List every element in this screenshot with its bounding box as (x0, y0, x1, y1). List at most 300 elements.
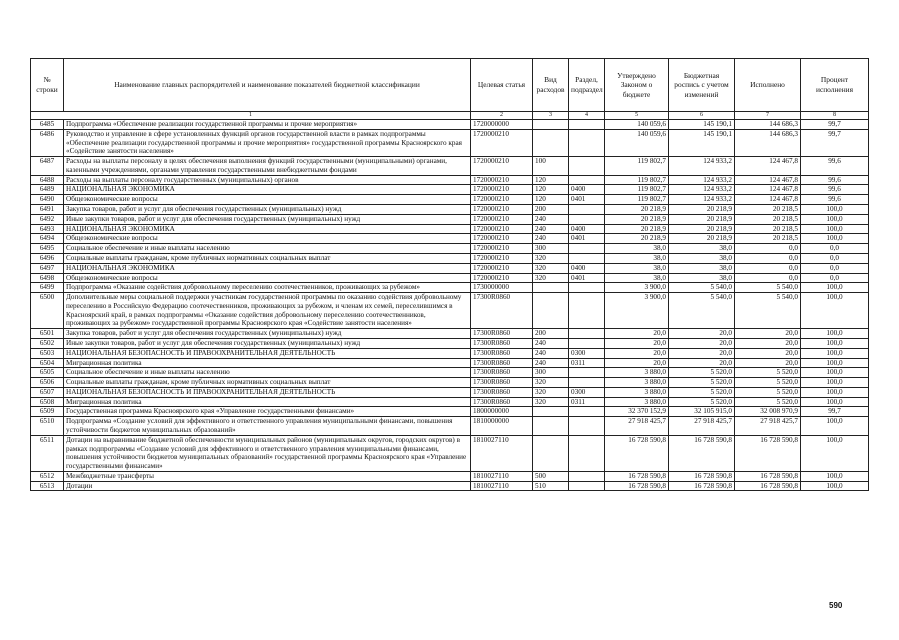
row-budget-list: 20,0 (669, 329, 735, 339)
row-budget-list: 38,0 (669, 244, 735, 254)
row-number: 6493 (31, 224, 64, 234)
row-number: 6496 (31, 253, 64, 263)
row-executed: 16 728 590,8 (735, 481, 801, 491)
row-number: 6497 (31, 263, 64, 273)
row-approved: 32 370 152,9 (605, 407, 669, 417)
row-section: 0401 (569, 195, 605, 205)
row-expense-type: 510 (533, 481, 569, 491)
row-percent: 99,7 (801, 120, 869, 130)
table-row (31, 348, 869, 358)
budget-table (30, 58, 869, 491)
row-approved: 38,0 (605, 244, 669, 254)
row-percent: 99,6 (801, 185, 869, 195)
row-approved: 16 728 590,8 (605, 471, 669, 481)
row-budget-list: 145 190,1 (669, 120, 735, 130)
row-expense-type: 200 (533, 205, 569, 215)
row-name: Руководство и управление в сфере установленных функций органов государственной власти в рамках подпрограммы «Обеспечение реализации государственной программы и прочие мероприятия» государственной программы Красноярского края «Содействие занятости населения» (64, 129, 471, 156)
row-name: Общеэкономические вопросы (64, 273, 471, 283)
row-budget-list: 38,0 (669, 273, 735, 283)
row-percent: 100,0 (801, 397, 869, 407)
row-target: 1800000000 (471, 407, 533, 417)
table-header-row (31, 59, 869, 112)
row-section (569, 481, 605, 491)
page-number: 590 (829, 601, 843, 610)
table-row (31, 435, 869, 471)
row-expense-type: 240 (533, 214, 569, 224)
row-budget-list: 5 520,0 (669, 368, 735, 378)
row-section (569, 417, 605, 436)
row-target: 1720000210 (471, 263, 533, 273)
row-number: 6511 (31, 435, 64, 471)
row-section (569, 338, 605, 348)
table-row (31, 185, 869, 195)
header-budget-list: Бюджетная роспись с учетом изменений (669, 59, 735, 112)
row-number: 6489 (31, 185, 64, 195)
table-row (31, 329, 869, 339)
header-target: Целевая статья (471, 59, 533, 112)
row-executed: 5 520,0 (735, 397, 801, 407)
table-body (31, 120, 869, 491)
row-executed: 20 218,5 (735, 205, 801, 215)
row-executed: 32 008 970,9 (735, 407, 801, 417)
row-number: 6501 (31, 329, 64, 339)
row-target: 1720000210 (471, 175, 533, 185)
row-budget-list: 20 218,9 (669, 205, 735, 215)
row-approved: 38,0 (605, 273, 669, 283)
row-percent: 0,0 (801, 273, 869, 283)
row-expense-type (533, 417, 569, 436)
header-section: Раздел, подраздел (569, 59, 605, 112)
row-approved: 20 218,9 (605, 205, 669, 215)
row-percent: 100,0 (801, 214, 869, 224)
row-approved: 16 728 590,8 (605, 481, 669, 491)
row-approved: 20 218,9 (605, 214, 669, 224)
row-expense-type: 320 (533, 253, 569, 263)
row-target: 17300R0860 (471, 387, 533, 397)
row-budget-list: 20 218,9 (669, 234, 735, 244)
row-percent: 100,0 (801, 368, 869, 378)
row-section: 0300 (569, 387, 605, 397)
row-budget-list: 38,0 (669, 253, 735, 263)
row-target: 1720000210 (471, 157, 533, 176)
row-percent: 100,0 (801, 234, 869, 244)
row-executed: 20,0 (735, 329, 801, 339)
column-number: 4 (569, 112, 605, 120)
row-approved: 119 802,7 (605, 185, 669, 195)
row-budget-list: 124 933,2 (669, 195, 735, 205)
row-section: 0401 (569, 234, 605, 244)
row-target: 1810000000 (471, 417, 533, 436)
row-percent: 0,0 (801, 253, 869, 263)
row-number: 6485 (31, 120, 64, 130)
table-row (31, 244, 869, 254)
row-budget-list: 27 918 425,7 (669, 417, 735, 436)
row-executed: 124 467,8 (735, 185, 801, 195)
row-approved: 140 059,6 (605, 120, 669, 130)
row-executed: 5 520,0 (735, 387, 801, 397)
table-row (31, 397, 869, 407)
row-approved: 38,0 (605, 253, 669, 263)
table-row (31, 338, 869, 348)
row-target: 1720000210 (471, 224, 533, 234)
row-percent: 99,6 (801, 175, 869, 185)
row-name: Общеэкономические вопросы (64, 195, 471, 205)
row-name: Подпрограмма «Создание условий для эффективного и ответственного управления муниципальными финансами, повышения устойчивости бюджетов муниципальных образований» (64, 417, 471, 436)
row-approved: 38,0 (605, 263, 669, 273)
row-name: Социальное обеспечение и иные выплаты населению (64, 244, 471, 254)
row-name: Закупка товаров, работ и услуг для обеспечения государственных (муниципальных) нужд (64, 205, 471, 215)
table-row (31, 387, 869, 397)
column-numbers-row (31, 112, 869, 120)
row-name: Расходы на выплаты персоналу в целях обеспечения выполнения функций государственными (муниципальными) органами, казенными учреждениями, органами управления государственными внебюджетными фондами (64, 157, 471, 176)
row-expense-type (533, 283, 569, 293)
row-section (569, 175, 605, 185)
row-percent: 100,0 (801, 348, 869, 358)
row-approved: 20,0 (605, 338, 669, 348)
row-number: 6508 (31, 397, 64, 407)
row-name: Миграционная политика (64, 397, 471, 407)
row-target: 1720000210 (471, 234, 533, 244)
row-target: 17300R0860 (471, 338, 533, 348)
row-number: 6512 (31, 471, 64, 481)
column-number: 8 (801, 112, 869, 120)
table-row (31, 175, 869, 185)
row-target: 17300R0860 (471, 293, 533, 329)
table-row (31, 358, 869, 368)
row-expense-type: 240 (533, 234, 569, 244)
row-expense-type: 320 (533, 273, 569, 283)
row-section: 0400 (569, 224, 605, 234)
row-target: 1810027110 (471, 435, 533, 471)
row-budget-list: 16 728 590,8 (669, 481, 735, 491)
row-budget-list: 5 540,0 (669, 293, 735, 329)
row-expense-type: 120 (533, 175, 569, 185)
row-expense-type (533, 435, 569, 471)
row-target: 17300R0860 (471, 368, 533, 378)
row-target: 1720000210 (471, 253, 533, 263)
row-executed: 144 686,3 (735, 120, 801, 130)
row-expense-type: 320 (533, 387, 569, 397)
row-target: 1720000000 (471, 120, 533, 130)
row-section (569, 129, 605, 156)
row-executed: 0,0 (735, 263, 801, 273)
row-expense-type: 120 (533, 185, 569, 195)
row-executed: 124 467,8 (735, 175, 801, 185)
column-number: 2 (471, 112, 533, 120)
row-budget-list: 16 728 590,8 (669, 471, 735, 481)
row-percent: 99,7 (801, 407, 869, 417)
row-expense-type: 320 (533, 378, 569, 388)
header-executed: Исполнено (735, 59, 801, 112)
row-target: 17300R0860 (471, 358, 533, 368)
row-number: 6507 (31, 387, 64, 397)
row-section (569, 407, 605, 417)
row-name: Социальное обеспечение и иные выплаты населению (64, 368, 471, 378)
row-executed: 5 540,0 (735, 293, 801, 329)
header-row-no: № строки (31, 59, 64, 112)
table-row (31, 378, 869, 388)
row-section (569, 253, 605, 263)
row-section: 0401 (569, 273, 605, 283)
row-budget-list: 20,0 (669, 338, 735, 348)
row-name: Дотации (64, 481, 471, 491)
row-budget-list: 20 218,9 (669, 214, 735, 224)
row-name: Расходы на выплаты персоналу государственных (муниципальных) органов (64, 175, 471, 185)
row-executed: 20 218,5 (735, 234, 801, 244)
row-section (569, 214, 605, 224)
row-target: 1720000210 (471, 205, 533, 215)
table-row (31, 224, 869, 234)
row-executed: 124 467,8 (735, 195, 801, 205)
row-name: Дополнительные меры социальной поддержки участникам государственной программы по оказанию содействия добровольному переселению в Российскую Федерацию соотечественников, проживающих за рубежом, и членам их семей, переселившимся в Красноярский край, в рамках подпрограммы «Оказание содействия добровольному переселению соотечественников, проживающих за рубежом» государственной программы Красноярского края «Содействие занятости населения» (64, 293, 471, 329)
row-approved: 27 918 425,7 (605, 417, 669, 436)
table-row (31, 253, 869, 263)
row-name: Социальные выплаты гражданам, кроме публичных нормативных социальных выплат (64, 253, 471, 263)
row-section (569, 244, 605, 254)
row-name: Миграционная политика (64, 358, 471, 368)
column-number: 1 (31, 112, 471, 120)
row-number: 6506 (31, 378, 64, 388)
row-number: 6502 (31, 338, 64, 348)
row-expense-type: 500 (533, 471, 569, 481)
row-approved: 3 880,0 (605, 397, 669, 407)
row-section (569, 471, 605, 481)
row-approved: 3 880,0 (605, 368, 669, 378)
table-row (31, 273, 869, 283)
row-expense-type: 320 (533, 263, 569, 273)
row-approved: 140 059,6 (605, 129, 669, 156)
row-approved: 3 880,0 (605, 378, 669, 388)
row-budget-list: 145 190,1 (669, 129, 735, 156)
row-percent: 100,0 (801, 387, 869, 397)
row-expense-type: 120 (533, 195, 569, 205)
row-name: Дотации на выравнивание бюджетной обеспеченности муниципальных районов (муниципальных округов, городских округов) в рамках подпрограммы «Создание условий для эффективного и ответственного управления муниципальными финансами, повышения устойчивости бюджетов муниципальных образований» государственной программы Красноярского края «Управление государственными финансами» (64, 435, 471, 471)
row-approved: 20,0 (605, 348, 669, 358)
row-expense-type: 240 (533, 224, 569, 234)
row-number: 6500 (31, 293, 64, 329)
row-section (569, 120, 605, 130)
row-expense-type: 100 (533, 157, 569, 176)
row-percent: 100,0 (801, 293, 869, 329)
row-number: 6505 (31, 368, 64, 378)
row-approved: 3 880,0 (605, 387, 669, 397)
row-percent: 100,0 (801, 481, 869, 491)
row-expense-type: 240 (533, 358, 569, 368)
row-number: 6499 (31, 283, 64, 293)
row-budget-list: 38,0 (669, 263, 735, 273)
row-number: 6494 (31, 234, 64, 244)
row-expense-type: 240 (533, 348, 569, 358)
row-percent: 0,0 (801, 244, 869, 254)
row-expense-type (533, 293, 569, 329)
row-executed: 0,0 (735, 273, 801, 283)
row-name: Иные закупки товаров, работ и услуг для обеспечения государственных (муниципальных) нужд (64, 338, 471, 348)
row-section (569, 378, 605, 388)
row-section (569, 205, 605, 215)
row-approved: 119 802,7 (605, 157, 669, 176)
row-target: 17300R0860 (471, 397, 533, 407)
row-approved: 20 218,9 (605, 234, 669, 244)
row-percent: 100,0 (801, 338, 869, 348)
table-row (31, 157, 869, 176)
header-expense-type: Вид расходов (533, 59, 569, 112)
row-number: 6509 (31, 407, 64, 417)
row-target: 1720000210 (471, 129, 533, 156)
row-percent: 100,0 (801, 224, 869, 234)
row-section: 0311 (569, 358, 605, 368)
row-expense-type: 300 (533, 368, 569, 378)
row-target: 1720000210 (471, 273, 533, 283)
row-budget-list: 124 933,2 (669, 175, 735, 185)
row-number: 6495 (31, 244, 64, 254)
header-name: Наименование главных распорядителей и наименование показателей бюджетной классификации (64, 59, 471, 112)
row-name: НАЦИОНАЛЬНАЯ БЕЗОПАСНОСТЬ И ПРАВООХРАНИТЕЛЬНАЯ ДЕЯТЕЛЬНОСТЬ (64, 387, 471, 397)
row-executed: 0,0 (735, 253, 801, 263)
row-executed: 27 918 425,7 (735, 417, 801, 436)
row-budget-list: 124 933,2 (669, 185, 735, 195)
column-number: 7 (735, 112, 801, 120)
row-percent: 99,7 (801, 129, 869, 156)
table-row (31, 234, 869, 244)
row-target: 1730000000 (471, 283, 533, 293)
row-budget-list: 5 520,0 (669, 378, 735, 388)
row-target: 1810027110 (471, 481, 533, 491)
row-executed: 20,0 (735, 338, 801, 348)
row-number: 6487 (31, 157, 64, 176)
row-name: Общеэкономические вопросы (64, 234, 471, 244)
row-name: НАЦИОНАЛЬНАЯ ЭКОНОМИКА (64, 185, 471, 195)
row-number: 6491 (31, 205, 64, 215)
row-executed: 124 467,8 (735, 157, 801, 176)
row-percent: 100,0 (801, 435, 869, 471)
row-executed: 20 218,5 (735, 214, 801, 224)
table-row (31, 120, 869, 130)
row-executed: 5 540,0 (735, 283, 801, 293)
row-name: Иные закупки товаров, работ и услуг для обеспечения государственных (муниципальных) нужд (64, 214, 471, 224)
row-executed: 144 686,3 (735, 129, 801, 156)
row-percent: 100,0 (801, 283, 869, 293)
table-row (31, 293, 869, 329)
row-percent: 99,6 (801, 195, 869, 205)
row-name: Социальные выплаты гражданам, кроме публичных нормативных социальных выплат (64, 378, 471, 388)
row-target: 1720000210 (471, 195, 533, 205)
row-approved: 3 900,0 (605, 293, 669, 329)
row-section: 0400 (569, 263, 605, 273)
row-number: 6488 (31, 175, 64, 185)
row-target: 17300R0860 (471, 348, 533, 358)
row-executed: 16 728 590,8 (735, 471, 801, 481)
row-number: 6486 (31, 129, 64, 156)
row-expense-type: 200 (533, 329, 569, 339)
row-section (569, 157, 605, 176)
table-row (31, 195, 869, 205)
row-name: Государственная программа Красноярского края «Управление государственными финансами» (64, 407, 471, 417)
table-row (31, 214, 869, 224)
row-expense-type: 320 (533, 397, 569, 407)
row-executed: 5 520,0 (735, 378, 801, 388)
row-approved: 119 802,7 (605, 175, 669, 185)
header-percent: Процент исполнения (801, 59, 869, 112)
row-target: 17300R0860 (471, 378, 533, 388)
row-target: 1810027110 (471, 471, 533, 481)
row-number: 6492 (31, 214, 64, 224)
column-number: 5 (605, 112, 669, 120)
row-section (569, 283, 605, 293)
row-approved: 20,0 (605, 358, 669, 368)
row-approved: 119 802,7 (605, 195, 669, 205)
row-executed: 0,0 (735, 244, 801, 254)
row-expense-type (533, 120, 569, 130)
row-target: 1720000210 (471, 185, 533, 195)
row-section (569, 293, 605, 329)
table-row (31, 481, 869, 491)
row-approved: 3 900,0 (605, 283, 669, 293)
table-row (31, 417, 869, 436)
row-percent: 99,6 (801, 157, 869, 176)
row-number: 6490 (31, 195, 64, 205)
row-executed: 16 728 590,8 (735, 435, 801, 471)
row-budget-list: 20 218,9 (669, 224, 735, 234)
row-executed: 5 520,0 (735, 368, 801, 378)
row-percent: 100,0 (801, 329, 869, 339)
row-name: Подпрограмма «Оказание содействия добровольному переселению соотечественников, проживающих за рубежом» (64, 283, 471, 293)
row-budget-list: 20,0 (669, 358, 735, 368)
row-name: НАЦИОНАЛЬНАЯ БЕЗОПАСНОСТЬ И ПРАВООХРАНИТЕЛЬНАЯ ДЕЯТЕЛЬНОСТЬ (64, 348, 471, 358)
row-expense-type: 240 (533, 338, 569, 348)
row-percent: 100,0 (801, 378, 869, 388)
row-section (569, 329, 605, 339)
row-approved: 20 218,9 (605, 224, 669, 234)
row-target: 1720000210 (471, 244, 533, 254)
table-row (31, 283, 869, 293)
row-budget-list: 5 520,0 (669, 387, 735, 397)
row-number: 6498 (31, 273, 64, 283)
row-budget-list: 32 105 915,0 (669, 407, 735, 417)
table-row (31, 205, 869, 215)
row-name: НАЦИОНАЛЬНАЯ ЭКОНОМИКА (64, 224, 471, 234)
row-number: 6513 (31, 481, 64, 491)
row-name: Закупка товаров, работ и услуг для обеспечения государственных (муниципальных) нужд (64, 329, 471, 339)
row-executed: 20,0 (735, 358, 801, 368)
row-target: 17300R0860 (471, 329, 533, 339)
table-row (31, 263, 869, 273)
table-row (31, 471, 869, 481)
row-name: НАЦИОНАЛЬНАЯ ЭКОНОМИКА (64, 263, 471, 273)
row-number: 6503 (31, 348, 64, 358)
row-percent: 0,0 (801, 263, 869, 273)
table-row (31, 407, 869, 417)
row-name: Межбюджетные трансферты (64, 471, 471, 481)
table-row (31, 368, 869, 378)
row-budget-list: 124 933,2 (669, 157, 735, 176)
row-section: 0300 (569, 348, 605, 358)
row-expense-type (533, 407, 569, 417)
row-section: 0311 (569, 397, 605, 407)
row-percent: 100,0 (801, 471, 869, 481)
row-approved: 16 728 590,8 (605, 435, 669, 471)
column-number: 3 (533, 112, 569, 120)
header-approved: Утверждено Законом о бюджете (605, 59, 669, 112)
row-executed: 20,0 (735, 348, 801, 358)
row-section: 0400 (569, 185, 605, 195)
row-name: Подпрограмма «Обеспечение реализации государственной программы и прочие мероприятия» (64, 120, 471, 130)
row-number: 6504 (31, 358, 64, 368)
row-percent: 100,0 (801, 205, 869, 215)
row-expense-type: 300 (533, 244, 569, 254)
row-budget-list: 5 520,0 (669, 397, 735, 407)
row-target: 1720000210 (471, 214, 533, 224)
row-number: 6510 (31, 417, 64, 436)
